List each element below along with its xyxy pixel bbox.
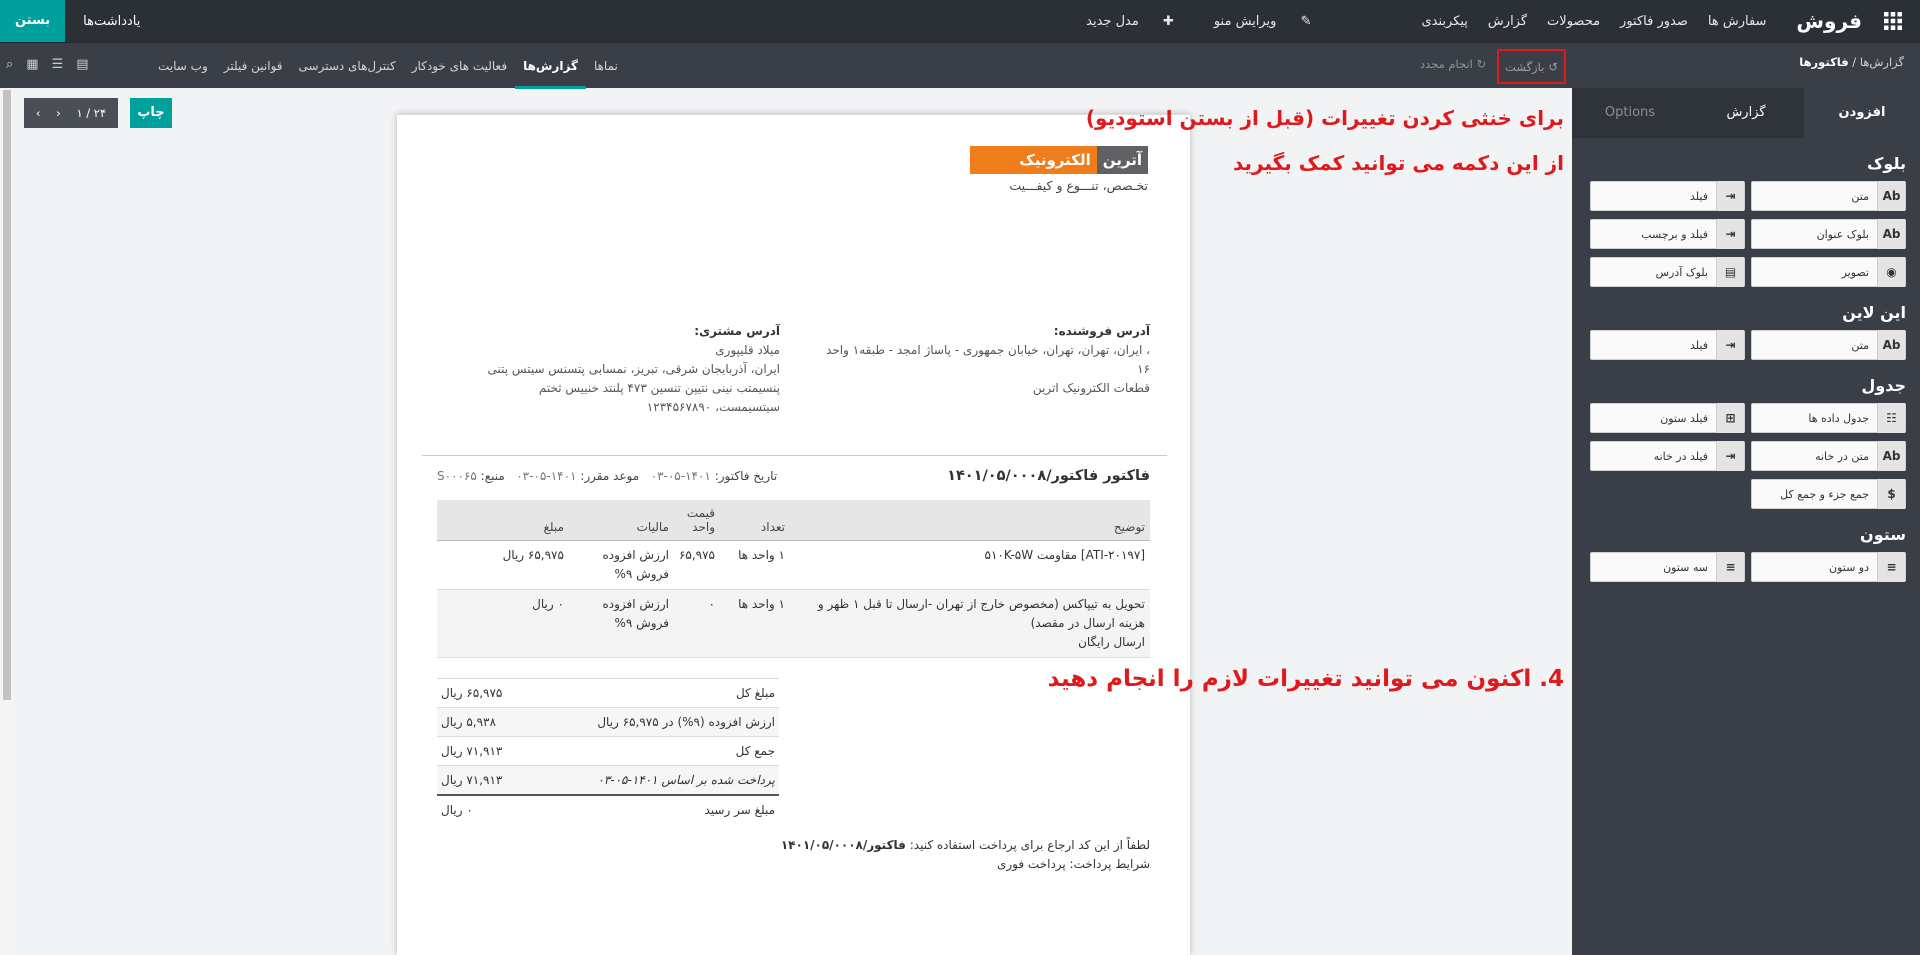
- undo-label: بازگشت: [1505, 59, 1545, 74]
- table-icon: ☷: [1877, 403, 1905, 433]
- component-address-block[interactable]: [1590, 257, 1745, 287]
- component-label: بلوک آدرس: [1655, 265, 1708, 279]
- top-navbar: [0, 0, 1920, 42]
- customer-address-title: آدرس مشتری:: [694, 324, 780, 338]
- vendor-line: ، ایران، تهران، تهران، خیابان جمهوری - پاساژ امجد - طبقه۱ واحد ۱۶: [826, 343, 1150, 376]
- component-label: بلوک عنوان: [1816, 227, 1869, 241]
- address-card-icon: ▤: [1716, 257, 1744, 287]
- list-view-icon[interactable]: ☰: [51, 57, 64, 72]
- notes-button[interactable]: یادداشت‌ها: [83, 13, 141, 29]
- logo-bar: [970, 146, 1148, 174]
- section-title-inline: این لاین: [1842, 303, 1906, 322]
- component-label: متن در خانه: [1815, 449, 1869, 463]
- component-label: دو ستون: [1828, 560, 1869, 574]
- money-icon: $: [1877, 479, 1905, 509]
- cell-taxes: ارزش افزوده فروش ۹%: [569, 541, 674, 590]
- page-top-border: [397, 114, 1190, 115]
- vendor-line: قطعات الکترونیک اترین: [1032, 381, 1150, 395]
- table-header-row: [437, 500, 1150, 541]
- totals-row: [437, 737, 779, 766]
- cell-description: [ATI-۲۰۱۹۷] مقاومت ۵۱۰K-۵W: [790, 541, 1150, 590]
- tab-automations[interactable]: فعالیت های خودکار: [411, 59, 508, 73]
- cell-quantity: ۱ واحد ها: [720, 541, 790, 590]
- component-label: متن: [1851, 338, 1869, 352]
- align-justify-icon: ≡: [1877, 552, 1905, 582]
- undo-icon: ↺: [1548, 59, 1558, 74]
- component-field-label[interactable]: [1590, 219, 1745, 249]
- main-menu: [1066, 13, 1776, 29]
- customer-line: پنسیمتب نینی نتیپن تنسین ۴۷۳ پلنتد خنییس ثختم: [538, 381, 780, 395]
- reference-line: [781, 836, 1150, 855]
- chevron-right-icon[interactable]: ›: [56, 106, 61, 120]
- search-icon[interactable]: ⌕: [6, 57, 14, 72]
- vendor-address[interactable]: [820, 322, 1150, 398]
- pager: [24, 98, 118, 128]
- component-three-columns[interactable]: [1590, 552, 1745, 582]
- section-title-columns: ستون: [1860, 525, 1906, 544]
- new-model-button[interactable]: [1066, 13, 1194, 29]
- component-label: فیلد و برچسب: [1641, 227, 1708, 241]
- apps-menu-icon[interactable]: [1866, 0, 1920, 42]
- annotation-undo-hint: برای خنثی کردن تغییرات (قبل از بستن استودیو): [1085, 106, 1564, 130]
- field-icon: ⇥: [1716, 441, 1744, 471]
- tab-access-controls[interactable]: کنترل‌های دسترسی: [298, 59, 396, 73]
- column-components: [1572, 552, 1920, 582]
- field-icon: ⇥: [1716, 181, 1744, 211]
- payment-reference[interactable]: [781, 836, 1150, 874]
- component-cell-text[interactable]: [1751, 441, 1906, 471]
- totals-label: مبلغ سر رسید: [530, 795, 779, 824]
- field-icon: ⇥: [1716, 330, 1744, 360]
- sidebar-tabs: [1572, 88, 1920, 138]
- totals-label: مبلغ کل: [530, 679, 779, 708]
- totals-value: ۶۵,۹۷۵ ریال: [437, 679, 530, 708]
- vertical-scrollbar[interactable]: [0, 90, 14, 955]
- annotation-step-4: 4. اکنون می توانید تغییرات لازم را انجام دهید: [1047, 666, 1564, 692]
- cell-amount: ۶۵,۹۷۵ ریال: [437, 541, 569, 590]
- source-label: منبع:: [480, 469, 505, 483]
- annotation-undo-hint-2: از این دکمه می توانید کمک بگیرید: [1232, 151, 1564, 175]
- col-unit-price[interactable]: قیمت واحد: [674, 500, 720, 541]
- breadcrumb-separator: /: [1848, 55, 1857, 69]
- text-icon: Ab: [1877, 441, 1905, 471]
- undo-button[interactable]: [1497, 49, 1566, 84]
- table-row[interactable]: [437, 590, 1150, 658]
- redo-button[interactable]: [1420, 57, 1486, 71]
- cell-description: تحویل به تیپاکس (مخصوص خارج از تهران -ارسال تا قبل ۱ ظهر و هزینه ارسال در مقصد) ارسال رایگان: [790, 590, 1150, 658]
- tab-add[interactable]: افزودن: [1804, 88, 1920, 138]
- component-label: تصویر: [1841, 265, 1869, 279]
- component-label: فیلد: [1690, 189, 1708, 203]
- inline-components: [1572, 330, 1920, 360]
- cell-amount: ۰ ریال: [437, 590, 569, 658]
- totals-label: جمع کل: [530, 737, 779, 766]
- component-inline-text[interactable]: [1751, 330, 1906, 360]
- camera-icon: ◉: [1877, 257, 1905, 287]
- totals-value: ۵,۹۳۸ ریال: [437, 708, 530, 737]
- component-column-field[interactable]: [1590, 403, 1745, 433]
- customer-address[interactable]: [450, 322, 780, 417]
- plus-icon: ✚: [1158, 14, 1174, 29]
- invoice-lines-table[interactable]: [437, 500, 1150, 658]
- cell-taxes: ارزش افزوده فروش ۹%: [569, 590, 674, 658]
- paid-label: پرداخت شده بر اساس ۱۴۰۱-۰۵-۰۳: [597, 772, 775, 787]
- date-value: ۱۴۰۱-۰۵-۰۳: [650, 469, 711, 483]
- invoice-meta[interactable]: [437, 469, 777, 483]
- component-field[interactable]: [1590, 181, 1745, 211]
- tab-options[interactable]: Options: [1604, 105, 1656, 120]
- component-label: متن: [1851, 189, 1869, 203]
- reference-value: فاکتور/۱۴۰۱/۰۵/۰۰۰۸: [780, 838, 906, 852]
- invoice-title[interactable]: فاکتور فاکتور/۱۴۰۱/۰۵/۰۰۰۸: [947, 468, 1150, 484]
- scrollbar-thumb[interactable]: [3, 90, 11, 700]
- cell-unit-price: ۶۵,۹۷۵: [674, 541, 720, 590]
- table-row[interactable]: [437, 541, 1150, 590]
- cell-quantity: ۱ واحد ها: [720, 590, 790, 658]
- redo-label: انجام مجدد: [1420, 57, 1473, 71]
- cell-unit-price: ۰: [674, 590, 720, 658]
- new-model-label: مدل جدید: [1086, 14, 1139, 29]
- view-switcher: [6, 57, 89, 72]
- due-value: ۱۴۰۱-۰۵-۰۳: [516, 469, 577, 483]
- plus-square-icon: ⊞: [1716, 403, 1744, 433]
- studio-toolbar: [0, 42, 1920, 88]
- component-label: جمع جزء و جمع کل: [1780, 487, 1869, 501]
- text-icon: Ab: [1877, 330, 1905, 360]
- reference-label: لطفاً از این کد ارجاع برای پرداخت استفاده کنید:: [909, 838, 1150, 852]
- close-studio-button[interactable]: بستن: [0, 0, 65, 42]
- chevron-left-icon[interactable]: ‹: [35, 106, 41, 120]
- due-label: موعد مقرر:: [580, 469, 640, 483]
- totals-value: ۷۱,۹۱۳ ریال: [437, 766, 530, 795]
- table-components: [1572, 403, 1920, 509]
- pencil-icon: ✎: [1296, 14, 1312, 29]
- vendor-address-title: آدرس فروشنده:: [1053, 324, 1150, 338]
- totals-value: ۰ ریال: [437, 795, 530, 824]
- component-label: فیلد ستون: [1660, 411, 1708, 425]
- logo-main-text: آترین: [1097, 146, 1148, 174]
- section-divider: [422, 455, 1167, 456]
- menu-reporting[interactable]: گزارش: [1487, 13, 1528, 29]
- component-two-columns[interactable]: [1751, 552, 1906, 582]
- edit-menu-label: ویرایش منو: [1213, 14, 1277, 29]
- col-amount[interactable]: مبلغ: [437, 500, 569, 541]
- breadcrumb-current: فاکتورها: [1799, 55, 1849, 69]
- tab-views[interactable]: نماها: [593, 59, 618, 73]
- date-label: تاریخ فاکتور:: [714, 469, 778, 483]
- text-icon: Ab: [1877, 181, 1905, 211]
- component-subtotal-total[interactable]: [1751, 479, 1906, 509]
- edit-menu-button[interactable]: [1194, 13, 1332, 29]
- section-title-table: جدول: [1861, 376, 1906, 395]
- component-label: سه ستون: [1663, 560, 1708, 574]
- section-title-block: بلوک: [1867, 154, 1906, 173]
- totals-label: ارزش افزوده (۹%) در ۶۵,۹۷۵ ریال: [530, 708, 779, 737]
- totals-row: [437, 766, 779, 795]
- totals-label: [530, 766, 779, 795]
- breadcrumb: [1799, 55, 1904, 69]
- component-data-table[interactable]: [1751, 403, 1906, 433]
- component-inline-field[interactable]: [1590, 330, 1745, 360]
- customer-line: سیتسیمست، ۱۲۳۴۵۶۷۸۹۰: [646, 400, 780, 414]
- report-page: [397, 114, 1190, 955]
- component-label: فیلد در خانه: [1653, 449, 1708, 463]
- totals-table[interactable]: [437, 678, 779, 824]
- component-label: فیلد: [1690, 338, 1708, 352]
- studio-tabs: [150, 43, 626, 89]
- component-text[interactable]: [1751, 181, 1906, 211]
- menu-configuration[interactable]: پیکربندی: [1421, 13, 1468, 29]
- studio-sidebar: [1572, 88, 1920, 955]
- col-taxes[interactable]: مالیات: [569, 500, 674, 541]
- logo-tagline: تخـصص، تنـــوع و کیفـــیت: [1009, 178, 1148, 193]
- menu-products[interactable]: محصولات: [1547, 13, 1601, 29]
- menu-orders[interactable]: سفارش ها: [1707, 13, 1767, 29]
- customer-line: ایران، آذربایجان شرقی، تبریز، نمسابی پتسنس سیتس پتنی: [487, 362, 780, 376]
- tab-report[interactable]: گزارش: [1726, 105, 1766, 120]
- text-icon: Ab: [1877, 219, 1905, 249]
- tab-filter-rules[interactable]: قوانین فیلتر: [223, 59, 283, 73]
- totals-row: [437, 708, 779, 737]
- component-label: جدول داده ها: [1808, 411, 1869, 425]
- breadcrumb-reports[interactable]: گزارش‌ها: [1859, 55, 1904, 69]
- totals-value: ۷۱,۹۱۳ ریال: [437, 737, 530, 766]
- menu-invoicing[interactable]: صدور فاکتور: [1620, 13, 1688, 29]
- kanban-view-icon[interactable]: ▦: [26, 57, 39, 72]
- tab-reports[interactable]: گزارش‌ها: [515, 43, 586, 89]
- payment-terms: شرایط پرداخت: پرداخت فوری: [996, 857, 1150, 871]
- totals-row: [437, 795, 779, 824]
- totals-row: [437, 679, 779, 708]
- col-description[interactable]: توضیح: [790, 500, 1150, 541]
- app-title[interactable]: فروش: [1796, 9, 1862, 33]
- field-icon: ⇥: [1716, 219, 1744, 249]
- align-justify-icon: ≡: [1716, 552, 1744, 582]
- company-logo[interactable]: [970, 146, 1148, 193]
- form-view-icon[interactable]: ▤: [76, 57, 89, 72]
- component-image[interactable]: [1751, 257, 1906, 287]
- tab-website[interactable]: وب سایت: [158, 59, 208, 73]
- component-cell-field[interactable]: [1590, 441, 1745, 471]
- redo-icon: ↻: [1472, 57, 1487, 71]
- source-value: S۰۰۰۶۵: [437, 469, 477, 483]
- print-button[interactable]: چاپ: [130, 98, 172, 128]
- logo-second-text: الکترونیک: [970, 146, 1097, 174]
- pager-value[interactable]: ۱ / ۲۴: [76, 106, 107, 120]
- block-components: [1572, 181, 1920, 287]
- component-title-block[interactable]: [1751, 219, 1906, 249]
- customer-line: میلاد قلیپوری: [715, 343, 780, 357]
- col-quantity[interactable]: تعداد: [720, 500, 790, 541]
